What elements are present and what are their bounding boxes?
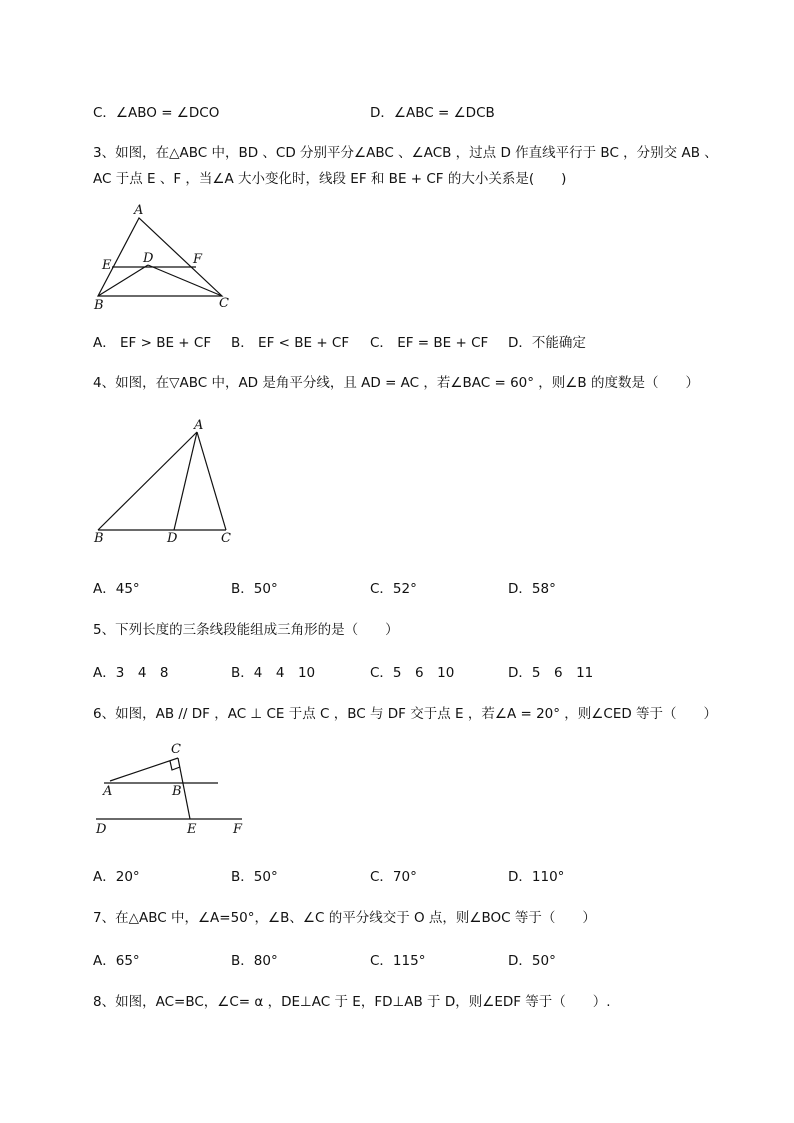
q4-label-c: C — [221, 531, 231, 546]
q5-option-c: C．5 6 10 — [370, 665, 455, 681]
q4-option-d: D．58° — [508, 581, 556, 597]
q3-option-d: D．不能确定 — [508, 335, 586, 351]
q8-stem-line1: 8、如图，AC=BC，∠C= α ，DE⊥AC 于 E，FD⊥AB 于 D，则∠EDF 等于（ ）. — [93, 994, 611, 1010]
q6-label-f: F — [233, 822, 243, 837]
q4-option-a: A．45° — [93, 581, 140, 597]
q3-label-d: D — [143, 251, 154, 266]
q7-stem-line1: 7、在△ABC 中，∠A=50°，∠B、∠C 的平分线交于 O 点，则∠BOC 等于（ ） — [93, 910, 596, 926]
q3-label-c: C — [219, 296, 229, 311]
q3-label-e: E — [102, 258, 112, 273]
q4-label-d: D — [167, 531, 178, 546]
q6-label-c: C — [171, 742, 181, 757]
q6-option-d: D．110° — [508, 869, 565, 885]
q3-label-f: F — [193, 252, 203, 267]
q2-option-c: C．∠ABO = ∠DCO — [93, 105, 220, 121]
q6-label-e: E — [187, 822, 197, 837]
q3-option-a: A． EF > BE + CF — [93, 335, 212, 351]
q4-option-b: B．50° — [231, 581, 278, 597]
q3-stem-line1: 3、如图，在△ABC 中，BD 、CD 分别平分∠ABC 、∠ACB ，过点 D 作直线平行于 BC ，分别交 AB 、 — [93, 145, 718, 161]
q4-option-c: C．52° — [370, 581, 417, 597]
q6-label-d: D — [96, 822, 107, 837]
q6-option-c: C．70° — [370, 869, 417, 885]
q5-option-d: D．5 6 11 — [508, 665, 594, 681]
q6-stem-line1: 6、如图，AB // DF ，AC ⊥ CE 于点 C ，BC 与 DF 交于点 E ，若∠A = 20° ，则∠CED 等于（ ） — [93, 706, 718, 722]
q7-option-c: C．115° — [370, 953, 426, 969]
q5-option-b: B．4 4 10 — [231, 665, 316, 681]
q5-stem-line1: 5、下列长度的三条线段能组成三角形的是（ ） — [93, 622, 399, 638]
q3-label-a: A — [134, 203, 144, 218]
q6-label-a: A — [103, 784, 113, 799]
q7-option-b: B．80° — [231, 953, 278, 969]
q2-option-d: D．∠ABC = ∠DCB — [370, 105, 495, 121]
q6-line-ac — [110, 758, 178, 781]
q3-option-c: C． EF = BE + CF — [370, 335, 489, 351]
q4-stem-line1: 4、如图，在▽ABC 中，AD 是角平分线，且 AD = AC ，若∠BAC = 60° ，则∠B 的度数是（ ） — [93, 375, 699, 391]
q4-label-a: A — [194, 418, 204, 433]
q6-option-b: B．50° — [231, 869, 278, 885]
q7-option-d: D．50° — [508, 953, 556, 969]
q6-label-b: B — [172, 784, 182, 799]
q3-option-b: B． EF < BE + CF — [231, 335, 350, 351]
q3-label-b: B — [94, 298, 104, 313]
q6-option-a: A．20° — [93, 869, 140, 885]
q3-stem-line2: AC 于点 E 、F ，当∠A 大小变化时，线段 EF 和 BE + CF 的大小关系是( ) — [93, 171, 567, 187]
q4-label-b: B — [94, 531, 104, 546]
q5-option-a: A．3 4 8 — [93, 665, 169, 681]
q7-option-a: A．65° — [93, 953, 140, 969]
